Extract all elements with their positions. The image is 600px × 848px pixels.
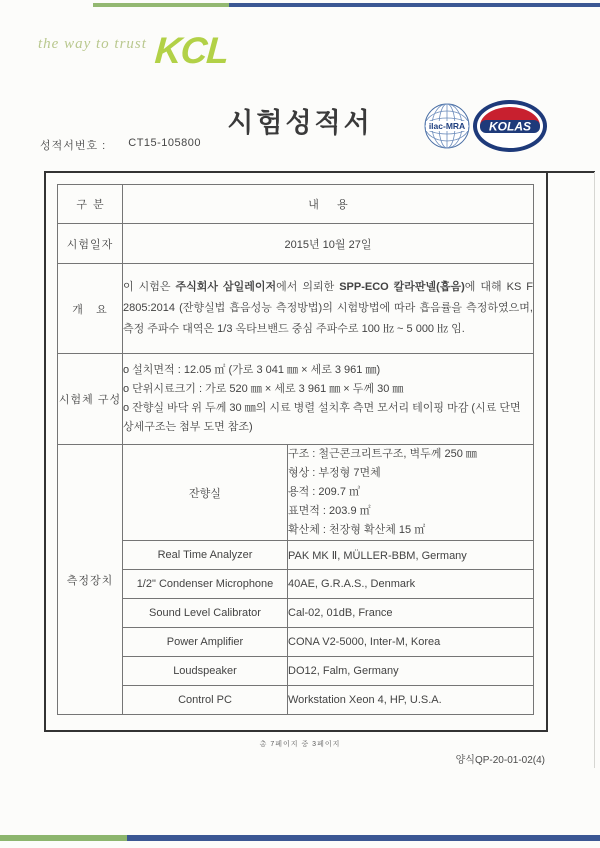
device-name: Loudspeaker — [123, 657, 288, 686]
ilac-mra-logo-icon — [424, 103, 470, 149]
device-name: Real Time Analyzer — [123, 541, 288, 570]
specimen-label: 시험체 구성 — [58, 354, 123, 445]
client-company-name: 주식회사 삼일레이저 — [175, 281, 277, 293]
overview-part1: 이 시험은 — [123, 281, 176, 293]
table-header-row — [58, 185, 534, 224]
form-number: 양식QP-20-01-02(4) — [455, 755, 545, 766]
report-number-row — [40, 137, 201, 153]
report-frame — [44, 171, 548, 732]
reverb-room-name: 잔향실 — [123, 445, 288, 541]
reverb-room-spec-line: 표면적 : 203.9 ㎡ — [288, 505, 371, 517]
report-number-label: 성적서번호 : — [40, 140, 107, 152]
specimen-details — [123, 354, 534, 445]
device-value: PAK MK Ⅱ, MÜLLER-BBM, Germany — [288, 541, 534, 570]
device-name: Sound Level Calibrator — [123, 599, 288, 628]
test-date-label: 시험일자 — [58, 224, 123, 264]
test-date-value: 2015년 10월 27일 — [123, 224, 534, 264]
specimen-row — [58, 354, 534, 445]
kolas-logo-icon — [472, 99, 548, 153]
top-accent-bar — [93, 3, 600, 7]
column-header-content: 내 용 — [123, 185, 534, 224]
equipment-label: 측정장치 — [58, 445, 123, 715]
report-table — [57, 184, 534, 715]
kcl-logo — [38, 32, 228, 69]
device-name: Control PC — [123, 686, 288, 715]
device-row — [58, 599, 534, 628]
reverb-room-spec-line: 형상 : 부정형 7면체 — [288, 467, 381, 479]
kcl-logo-text: KCL — [153, 30, 230, 71]
product-name: SPP-ECO 칼라판넬(흡음) — [339, 281, 465, 293]
reverb-room-spec-line: 구조 : 철근콘크리트구조, 벽두께 250 ㎜ — [288, 448, 477, 460]
overview-row — [58, 264, 534, 354]
column-header-category: 구 분 — [58, 185, 123, 224]
device-value: Workstation Xeon 4, HP, U.S.A. — [288, 686, 534, 715]
certification-logos — [424, 99, 548, 153]
specimen-item: o 단위시료크기 : 가로 520 ㎜ × 세로 3 961 ㎜ × 두께 30 ㎜ — [123, 383, 404, 395]
report-number-value: CT15-105800 — [128, 137, 202, 149]
device-name: 1/2" Condenser Microphone — [123, 570, 288, 599]
specimen-item: o 잔향실 바닥 위 두께 30 ㎜의 시료 병렬 설치후 측면 모서리 테이핑 마감 (시료 단면 상세구조는 첨부 도면 참조) — [123, 402, 521, 433]
device-row — [58, 570, 534, 599]
device-value: DO12, Falm, Germany — [288, 657, 534, 686]
device-value: 40AE, G.R.A.S., Denmark — [288, 570, 534, 599]
reverb-room-spec-line: 용적 : 209.7 ㎥ — [288, 486, 361, 498]
overview-part2: 에서 의뢰한 — [276, 281, 340, 293]
device-row — [58, 541, 534, 570]
reverb-room-specs — [288, 445, 534, 541]
overview-text — [123, 264, 534, 354]
ilac-mra-logo-text: ilac-MRA — [428, 121, 466, 131]
reverb-room-row — [58, 445, 534, 541]
brand-tagline: the way to trust — [38, 36, 147, 52]
overview-part3: 에 대해 KS F 2805:2014 (잔향실법 흡음성능 측정방법)의 시험방법에 따라 흡음률을 측정하였으며, 측정 주파수 대역은 1/3 옥타브밴드 중심 주파수로 100 ㎐ ~ 5 000 ㎐ 임. — [123, 281, 533, 335]
device-value: CONA V2-5000, Inter-M, Korea — [288, 628, 534, 657]
page-title: 시험성적서 — [227, 108, 373, 138]
overview-label: 개 요 — [58, 264, 123, 354]
bottom-accent-bar — [0, 835, 600, 841]
page-count-text: 총 7페이지 중 3페이지 — [259, 741, 341, 748]
top-bar-green-segment — [93, 3, 229, 7]
bottom-bar-green-segment — [0, 835, 127, 841]
page-edge-shadow — [594, 172, 595, 768]
bottom-bar-blue-segment — [127, 835, 600, 841]
kolas-logo-text: KOLAS — [489, 119, 531, 134]
top-bar-blue-segment — [229, 3, 600, 7]
reverb-room-spec-line: 확산체 : 천장형 확산체 15 ㎡ — [288, 524, 426, 536]
specimen-item: o 설치면적 : 12.05 ㎡ (가로 3 041 ㎜ × 세로 3 961 ㎜) — [123, 364, 381, 376]
device-row — [58, 686, 534, 715]
device-row — [58, 628, 534, 657]
test-date-row — [58, 224, 534, 264]
device-name: Power Amplifier — [123, 628, 288, 657]
device-row — [58, 657, 534, 686]
device-value: Cal-02, 01dB, France — [288, 599, 534, 628]
